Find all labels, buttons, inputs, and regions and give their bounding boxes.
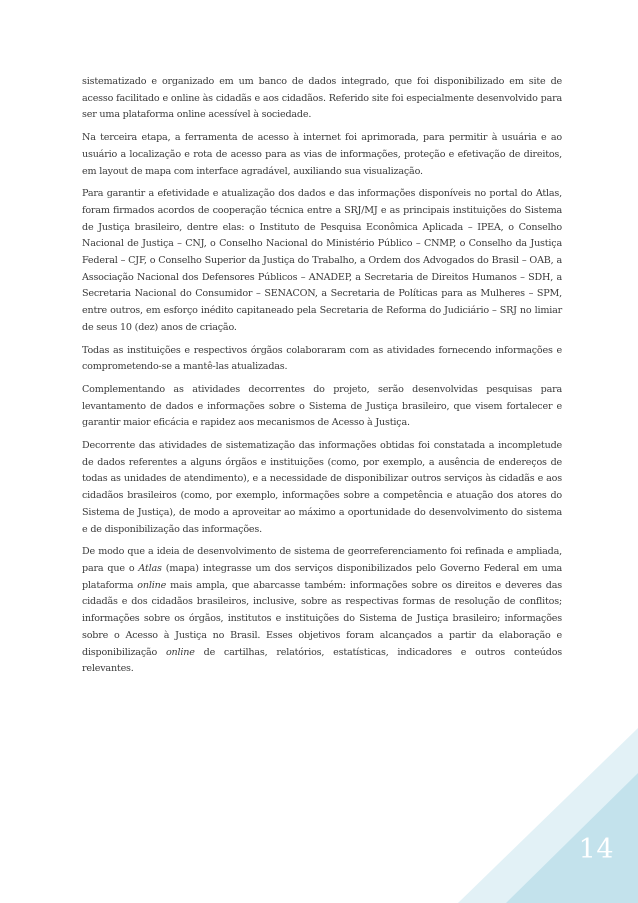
text-run: sistematizado e organizado em um banco de dados integrado, que foi disponibilizado em site de acesso facilitado e online às cidadãs e aos cidadãos. Referido site foi especialmente desenvolvido para ser uma plataforma online acessível à sociedade. <box>82 76 562 121</box>
text-run: Complementando as atividades decorrentes do projeto, serão desenvolvidas pesquisas para levantamento de dados e informações sobre o Sistema de Justiça brasileiro, que visem fortalecer e garantir maior eficácia e rapidez aos mecanismos de Acesso à Justiça. <box>82 383 562 429</box>
paragraph-2 <box>82 130 562 180</box>
text-run: De modo que a ideia de desenvolvimento de sistema de georreferenciamento foi refinada e ampliada, para que o <box>82 546 562 574</box>
paragraph-1 <box>82 74 562 124</box>
corner-decoration <box>458 728 638 903</box>
text-run: Para garantir a efetividade e atualização dos dados e das informações disponíveis no portal do Atlas, foram firmados acordos de cooperação técnica entre a SRJ/MJ e as principais instituições do Sistema de Justiça brasileiro, dentre elas: o Instituto de Pesquisa Econômica Aplicada – IPEA, o Conselho Nacional de Justiça – CNJ, o Conselho Nacional do Ministério Público – CNMP, o Conselho da Justiça Federal – CJF, o Conselho Superior da Justiça do Trabalho, a Ordem dos Advogados do Brasil – OAB, a Associação Nacional dos Defensores Públicos – ANADEP, a Secretaria de Direitos Humanos – SDH, a Secretaria Nacional do Consumidor – SENACON, a Secretaria de Políticas para as Mulheres – SPM, entre outros, em esforço inédito capitaneado pela Secretaria de Reforma do Judiciário – SRJ no limiar de seus 10 (dez) anos de criação. <box>82 188 562 333</box>
text-run: Todas as instituições e respectivos órgãos colaboraram com as atividades fornecendo informações e comprometendo-se a mantê-las atualizadas. <box>82 344 562 373</box>
text-run: Na terceira etapa, a ferramenta de acesso à internet foi aprimorada, para permitir à usuária e ao usuário a localização e rota de acesso para as vias de informações, proteção e efetivação de direitos, em layout de mapa com interface agradável, auxiliando sua visualização. <box>82 132 562 177</box>
page-number: 14 <box>578 834 614 865</box>
text-run: Decorrente das atividades de sistematização das informações obtidas foi constatada a incompletude de dados referentes a alguns órgãos e instituições (como, por exemplo, a ausência de endereços de todas as unidades de atendimento), e a necessidade de disponibilizar outros serviços às cidadãs e aos cidadãos brasileiros (como, por exemplo, informações sobre a competência e atuação dos atores do Sistema de Justiça), de modo a aproveitar ao máximo a oportunidade do desenvolvimento do sistema e de disponibilização das informações. <box>82 440 562 535</box>
italic-term: online <box>165 646 195 658</box>
paragraph-3 <box>82 186 562 336</box>
text-run: de cartilhas, relatórios, estatísticas, indicadores e outros conteúdos relevantes. <box>82 646 563 675</box>
paragraph-5 <box>82 382 562 432</box>
paragraph-6 <box>82 438 562 538</box>
paragraph-4 <box>82 343 562 376</box>
text-run: mais ampla, que abarcasse também: informações sobre os direitos e deveres das cidadãs e dos cidadãos brasileiros, inclusive, sobre as respectivas formas de resolução de conflitos; informações sobre os órgãos, institutos e instituições do Sistema de Justiça brasileiro; informações sobre o Acesso à Justiça no Brasil. Esses objetivos foram alcançados a partir da elaboração e disponibilização <box>82 579 562 658</box>
italic-term: Atlas <box>138 562 162 574</box>
body-text <box>82 74 562 684</box>
italic-term: online <box>137 579 167 591</box>
text-run: (mapa) integrasse um dos serviços disponibilizados pelo Governo Federal em uma plataforma <box>82 562 562 591</box>
paragraph-7 <box>82 544 562 678</box>
